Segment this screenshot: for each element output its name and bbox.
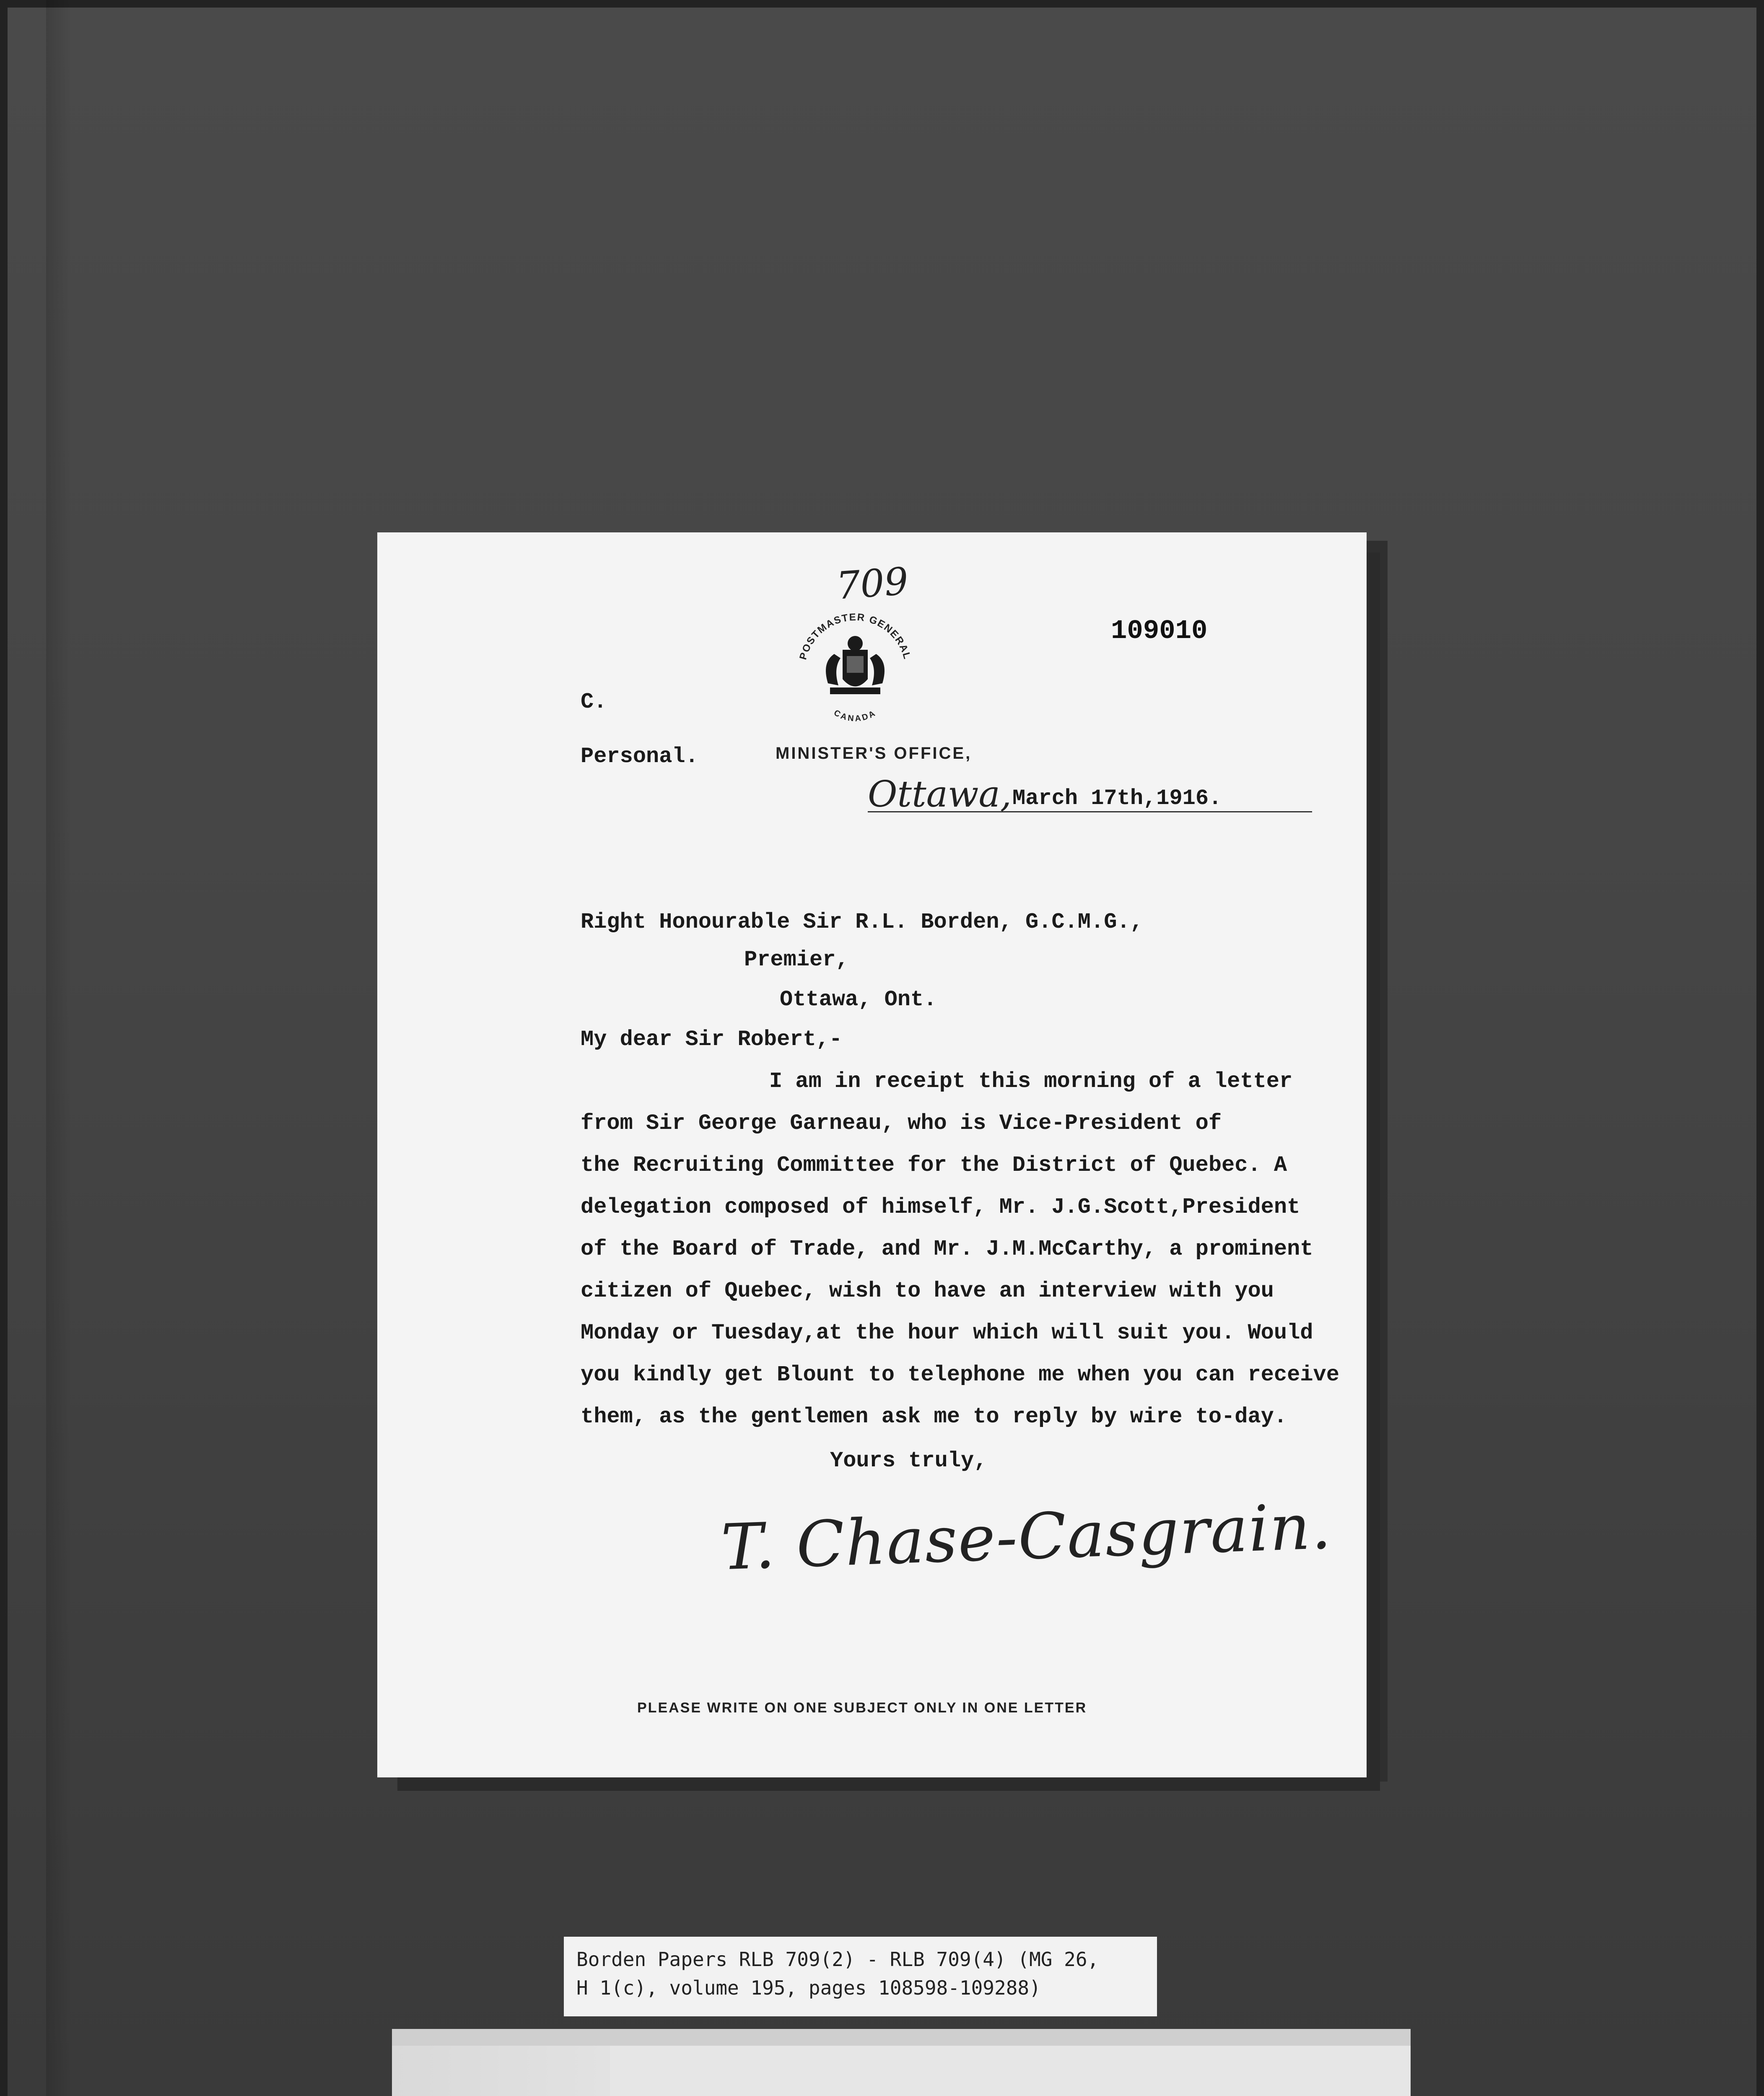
letterhead-city: Ottawa, (868, 773, 1012, 815)
reference-line: H 1(c), volume 195, pages 108598-109288) (576, 1977, 1041, 1999)
letter-shadow (1367, 541, 1388, 1782)
address-line: Right Honourable Sir R.L. Borden, G.C.M.G., (581, 910, 1143, 934)
address-line: Ottawa, Ont. (780, 987, 937, 1012)
coat-of-arms-icon (826, 636, 885, 694)
document-number: 109010 (1111, 616, 1208, 646)
body-line: of the Board of Trade, and Mr. J.M.McCarthy, a prominent (581, 1237, 1313, 1261)
tape-strip (392, 2029, 1411, 2046)
letter-page (377, 532, 1367, 1777)
body-line: Monday or Tuesday,at the hour which will suit you. Would (581, 1320, 1313, 1345)
svg-text:CANADA (832, 708, 878, 723)
postmaster-general-emblem (788, 599, 922, 725)
c-mark: C. (581, 690, 607, 714)
closing: Yours truly, (830, 1448, 987, 1473)
body-line: you kindly get Blount to telephone me when you can receive (581, 1362, 1339, 1387)
date-rule (868, 811, 1312, 812)
archives-card (392, 2029, 1411, 2096)
body-line: citizen of Quebec, wish to have an interview with you (581, 1279, 1274, 1303)
body-line: delegation composed of himself, Mr. J.G.Scott,President (581, 1195, 1300, 1219)
handwritten-number: 709 (835, 559, 910, 608)
personal-marking: Personal. (581, 744, 698, 769)
handwritten-signature: T. Chase-Casgrain. (720, 1490, 1333, 1585)
emblem-top-text: POSTMASTER GENERAL (797, 611, 913, 661)
body-line: the Recruiting Committee for the District of Quebec. A (581, 1153, 1287, 1178)
letterhead-footer-note: PLEASE WRITE ON ONE SUBJECT ONLY IN ONE LETTER (637, 1700, 1087, 1716)
salutation: My dear Sir Robert,- (581, 1027, 843, 1052)
reference-line: Borden Papers RLB 709(2) - RLB 709(4) (MG 26, (576, 1948, 1099, 1971)
emblem-bottom-text: CANADA (832, 708, 878, 724)
body-line: I am in receipt this morning of a letter (769, 1069, 1293, 1094)
address-line: Premier, (744, 947, 849, 972)
reference-label (564, 1937, 1157, 2016)
body-line: from Sir George Garneau, who is Vice-President of (581, 1111, 1222, 1136)
body-line: them, as the gentlemen ask me to reply by wire to-day. (581, 1404, 1287, 1429)
film-shadow (46, 0, 71, 2096)
ministers-office-heading: MINISTER'S OFFICE, (776, 744, 972, 763)
letter-date: March 17th,1916. (1012, 786, 1222, 811)
